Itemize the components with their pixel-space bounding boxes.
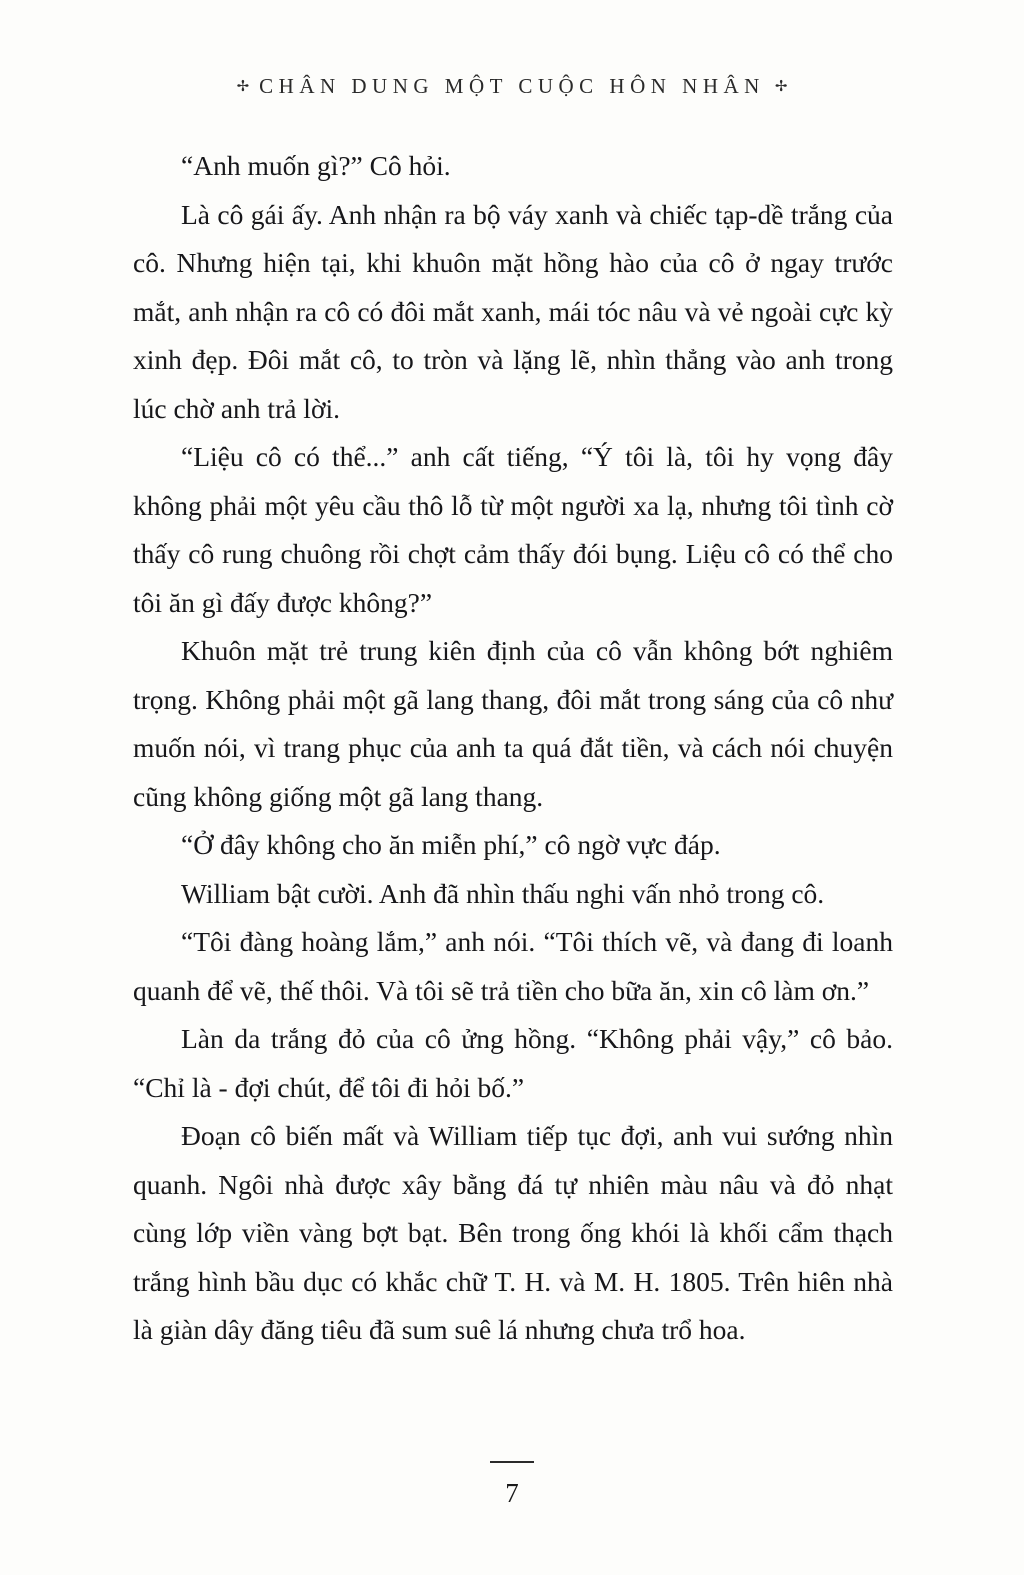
- ornament-right-icon: ✢: [774, 79, 788, 95]
- paragraph: “Tôi đàng hoàng lắm,” anh nói. “Tôi thích vẽ, và đang đi loanh quanh để vẽ, thế thôi. Và tôi sẽ trả tiền cho bữa ăn, xin cô làm ơn.”: [133, 926, 893, 1006]
- paragraph: William bật cười. Anh đã nhìn thấu nghi vấn nhỏ trong cô.: [181, 877, 825, 909]
- paragraph: “Anh muốn gì?” Cô hỏi.: [181, 150, 451, 181]
- paragraph: Là cô gái ấy. Anh nhận ra bộ váy xanh và chiếc tạp-dề trắng của cô. Nhưng hiện tại, khi khuôn mặt hồng hào của cô ở ngay trước mắt, anh nhận ra cô có đôi mắt xanh, mái tóc nâu và vẻ ngoài cực kỳ xinh đẹp. Đôi mắt cô, to tròn và lặng lẽ, nhìn thẳng vào anh trong lúc chờ anh trả lời.: [133, 198, 893, 424]
- divider: [490, 1461, 534, 1463]
- paragraph: “Ở đây không cho ăn miễn phí,” cô ngờ vực đáp.: [181, 829, 721, 860]
- body-text: [133, 142, 893, 1355]
- page-number: 7: [505, 1478, 519, 1508]
- paragraph: Khuôn mặt trẻ trung kiên định của cô vẫn không bớt nghiêm trọng. Không phải một gã lang thang, đôi mắt trong sáng của cô như muốn nói, vì trang phục của anh ta quá đắt tiền, và cách nói chuyện cũng không giống một gã lang thang.: [133, 635, 893, 812]
- paragraph: “Liệu cô có thể...” anh cất tiếng, “Ý tôi là, tôi hy vọng đây không phải một yêu cầu thô lỗ từ một người xa lạ, nhưng tôi tình cờ thấy cô rung chuông rồi chợt cảm thấy đói bụng. Liệu cô có thể cho tôi ăn gì đấy được không?”: [133, 441, 893, 618]
- running-head-title: CHÂN DUNG MỘT CUỘC HÔN NHÂN: [259, 74, 765, 98]
- ornament-left-icon: ✢: [236, 79, 250, 95]
- running-head: [0, 74, 1024, 99]
- paragraph: Làn da trắng đỏ của cô ửng hồng. “Không phải vậy,” cô bảo. “Chỉ là - đợi chút, để tôi đi hỏi bố.”: [133, 1023, 893, 1103]
- paragraph: Đoạn cô biến mất và William tiếp tục đợi, anh vui sướng nhìn quanh. Ngôi nhà được xây bằng đá tự nhiên màu nâu và đỏ nhạt cùng lớp viền vàng bợt bạt. Bên trong ống khói là khối cẩm thạch trắng hình bầu dục có khắc chữ T. H. và M. H. 1805. Trên hiên nhà là giàn dây đăng tiêu đã sum suê lá nhưng chưa trổ hoa.: [133, 1120, 893, 1345]
- folio-rule: [0, 1450, 1024, 1468]
